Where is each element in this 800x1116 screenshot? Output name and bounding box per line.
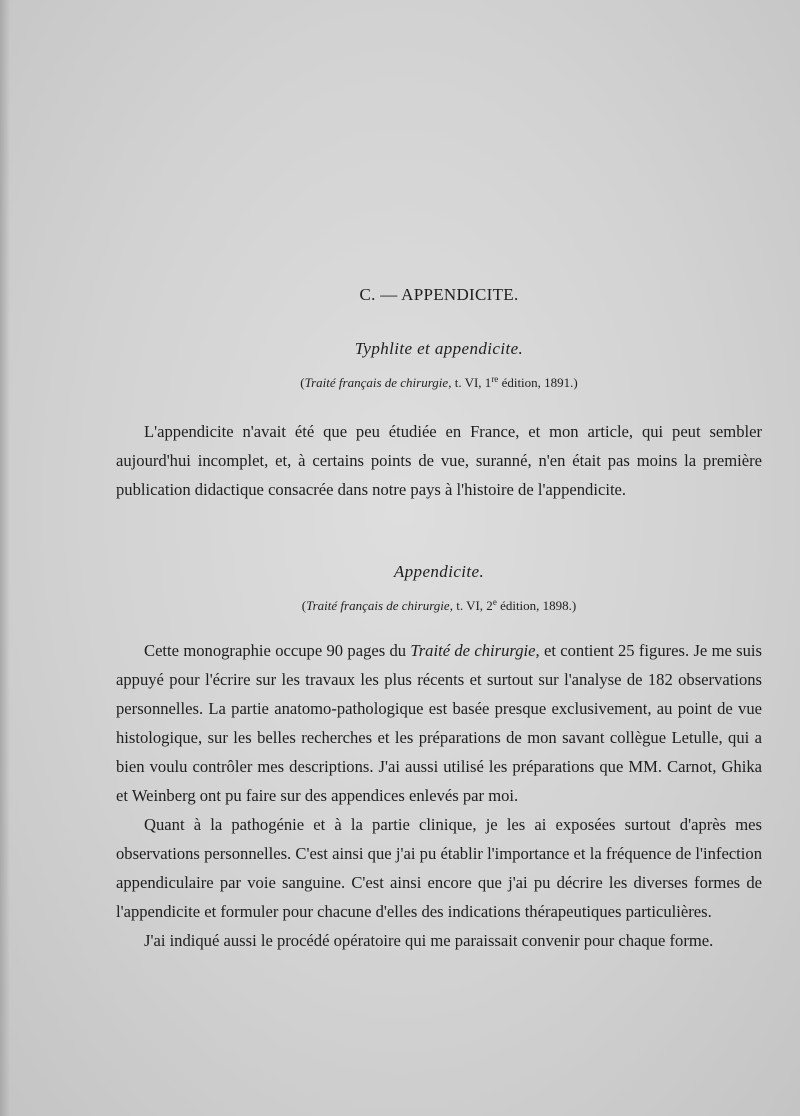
citation-open: ( [301, 598, 307, 613]
citation-volume: t. VI, 1 [451, 375, 492, 390]
citation-edition-sup: e [492, 597, 497, 607]
citation-title: Traité français de chirurgie, [304, 375, 452, 390]
citation-edition-sup: re [491, 374, 499, 384]
citation-rest: édition, 1898.) [496, 598, 577, 613]
section-heading: C. — APPENDICITE. [359, 285, 519, 304]
paragraph-monographie [116, 636, 762, 810]
paragraph-italic-title: Traité de chirurgie, [410, 641, 540, 660]
citation-open: ( [300, 375, 305, 390]
source-citation-1898 [116, 598, 762, 614]
citation-rest: édition, 1891.) [498, 375, 578, 390]
source-citation-1891 [116, 375, 762, 391]
subtitle-typhlite: Typhlite et appendicite. [354, 339, 524, 358]
page-content [116, 285, 762, 955]
paragraph-typhlite: L'appendicite n'avait été que peu étudiée en France, et mon article, qui peut sembler aujourd'hui incomplet, et, à certains points de vue, suranné, n'en était pas moins la première publication didactique consacrée dans notre pays à l'histoire de l'appendicite. [116, 422, 762, 499]
paragraph-text-after: et contient 25 figures. Je me suis appuyé pour l'écrire sur les travaux les plus récents et surtout sur l'analyse de 182 observations personnelles. La partie anatomo-pathologique est basée presque exclusivement, au point de vue histologique, sur les belles recherches et les préparations de mon savant collègue Letulle, qui a bien voulu contrôler mes descriptions. J'ai aussi utilisé les préparations que MM. Carnot, Ghika et Weinberg ont pu faire sur des appendices enlevés par moi. [116, 641, 762, 805]
citation-volume: t. VI, 2 [452, 598, 493, 613]
section-spacer [116, 504, 762, 562]
citation-title: Traité français de chirurgie, [306, 598, 453, 613]
paragraph-procede: J'ai indiqué aussi le procédé opératoire qui me paraissait convenir pour chaque forme. [144, 931, 714, 950]
paragraph-text-before: Cette monographie occupe 90 pages du [144, 641, 411, 660]
subtitle-appendicite: Appendicite. [393, 562, 485, 581]
paragraph-pathogenie: Quant à la pathogénie et à la partie clinique, je les ai exposées surtout d'après mes observations personnelles. C'est ainsi que j'ai pu établir l'importance et la fréquence de l'infection appendiculaire par voie sanguine. C'est ainsi encore que j'ai pu décrire les diverses formes de l'appendicite et formuler pour chacune d'elles des indications thérapeutiques particulières. [116, 815, 762, 921]
